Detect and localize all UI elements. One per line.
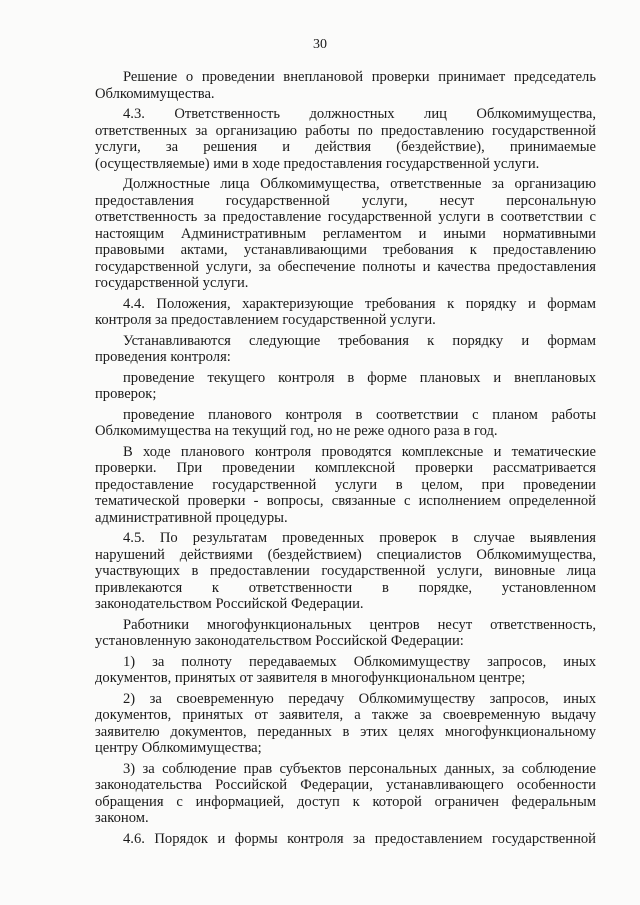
- text-line: документов, принятых от заявителя, а также за своевременную выдачу: [95, 707, 596, 723]
- page-number: 30: [313, 37, 327, 52]
- text-line: центру Облкомимущества;: [95, 740, 262, 756]
- text-line: законом.: [95, 810, 149, 826]
- text-line: нарушений действиями (бездействием) специалистов Облкомимущества,: [95, 546, 596, 563]
- text-line: привлекаются к ответственности в порядке, установленном: [95, 579, 596, 596]
- text-line: 2) за своевременную передачу Облкомимуществу запросов, иных: [123, 690, 596, 707]
- text-line: 4.5. По результатам проведенных проверок в случае выявления: [123, 530, 596, 546]
- text-line: 3) за соблюдение прав субъектов персональных данных, за соблюдение: [123, 760, 596, 777]
- document-body: [95, 69, 596, 847]
- text-line: правовыми актами, устанавливающими требования к предоставлению: [95, 242, 596, 258]
- text-line: настоящим Административным регламентом и иными нормативными: [95, 225, 596, 242]
- paragraph: [95, 333, 596, 366]
- text-line: проведения контроля:: [95, 349, 231, 365]
- text-line: заявителю документов, переданных в этих целях многофункциональному: [95, 723, 596, 740]
- text-line: ответственность за предоставление государственной услуги в соответствии с: [95, 209, 596, 225]
- text-line: административной процедуры.: [95, 509, 288, 526]
- paragraph: [95, 296, 596, 329]
- text-line: Облкомимущества.: [95, 85, 215, 102]
- text-line: законодательством Российской Федерации.: [95, 596, 364, 612]
- paragraph: [95, 444, 596, 527]
- text-line: проверок;: [95, 386, 157, 402]
- text-line: 4.3. Ответственность должностных лиц Облкомимущества,: [123, 106, 596, 122]
- text-line: проведение планового контроля в соответствии с планом работы: [123, 406, 596, 423]
- text-line: ответственных за организацию работы по предоставлению государственной: [95, 122, 596, 139]
- text-line: обращения с информацией, доступ к которой ограничен федеральным: [95, 793, 596, 810]
- paragraph: [95, 617, 596, 650]
- text-line: проведение текущего контроля в форме плановых и внеплановых: [123, 369, 596, 386]
- text-line: 4.6. Порядок и формы контроля за предоставлением государственной: [123, 830, 596, 847]
- text-line: государственной услуги.: [95, 275, 249, 291]
- paragraph: [95, 106, 596, 172]
- text-line: установленную законодательством Российской Федерации:: [95, 633, 464, 649]
- text-line: В ходе планового контроля проводятся комплексные и тематические: [123, 443, 596, 460]
- text-line: услуги, за решения и действия (бездействие), принимаемые: [95, 139, 596, 155]
- paragraph: [95, 654, 596, 687]
- text-line: предоставления государственной услуги, несут персональную: [95, 192, 596, 209]
- text-line: 1) за полноту передаваемых Облкомимуществу запросов, иных: [123, 653, 596, 670]
- text-line: тематической проверки - вопросы, связанные с исполнением определенной: [95, 493, 596, 509]
- text-line: проверки. При проведении комплексной проверки рассматривается: [95, 460, 596, 476]
- paragraph: [95, 831, 596, 848]
- text-line: Должностные лица Облкомимущества, ответственные за организацию: [123, 176, 596, 192]
- text-line: государственной услуги, за обеспечение полноты и качества предоставления: [95, 258, 596, 275]
- text-line: (осуществляемые) ими в ходе предоставления государственной услуги.: [95, 155, 540, 172]
- paragraph: [95, 69, 596, 102]
- paragraph: [95, 176, 596, 292]
- text-line: Облкомимущества на текущий год, но не реже одного раза в год.: [95, 423, 498, 439]
- paragraph: [95, 530, 596, 613]
- text-line: Работники многофункциональных центров несут ответственность,: [123, 616, 596, 633]
- paragraph: [95, 370, 596, 403]
- paragraph: [95, 761, 596, 827]
- text-line: контроля за предоставлением государственной услуги.: [95, 312, 436, 328]
- text-line: участвующих в предоставлении государственной услуги, виновные лица: [95, 563, 596, 579]
- text-line: документов, принятых от заявителя в многофункциональном центре;: [95, 670, 526, 686]
- text-line: Устанавливаются следующие требования к порядку и формам: [123, 332, 596, 349]
- text-line: предоставление государственной услуги в целом, при проведении: [95, 476, 596, 493]
- text-line: Решение о проведении внеплановой проверки принимает председатель: [123, 69, 596, 85]
- paragraph: [95, 407, 596, 440]
- text-line: 4.4. Положения, характеризующие требования к порядку и формам: [123, 295, 596, 312]
- text-line: законодательства Российской Федерации, устанавливающего особенности: [95, 777, 596, 793]
- paragraph: [95, 691, 596, 757]
